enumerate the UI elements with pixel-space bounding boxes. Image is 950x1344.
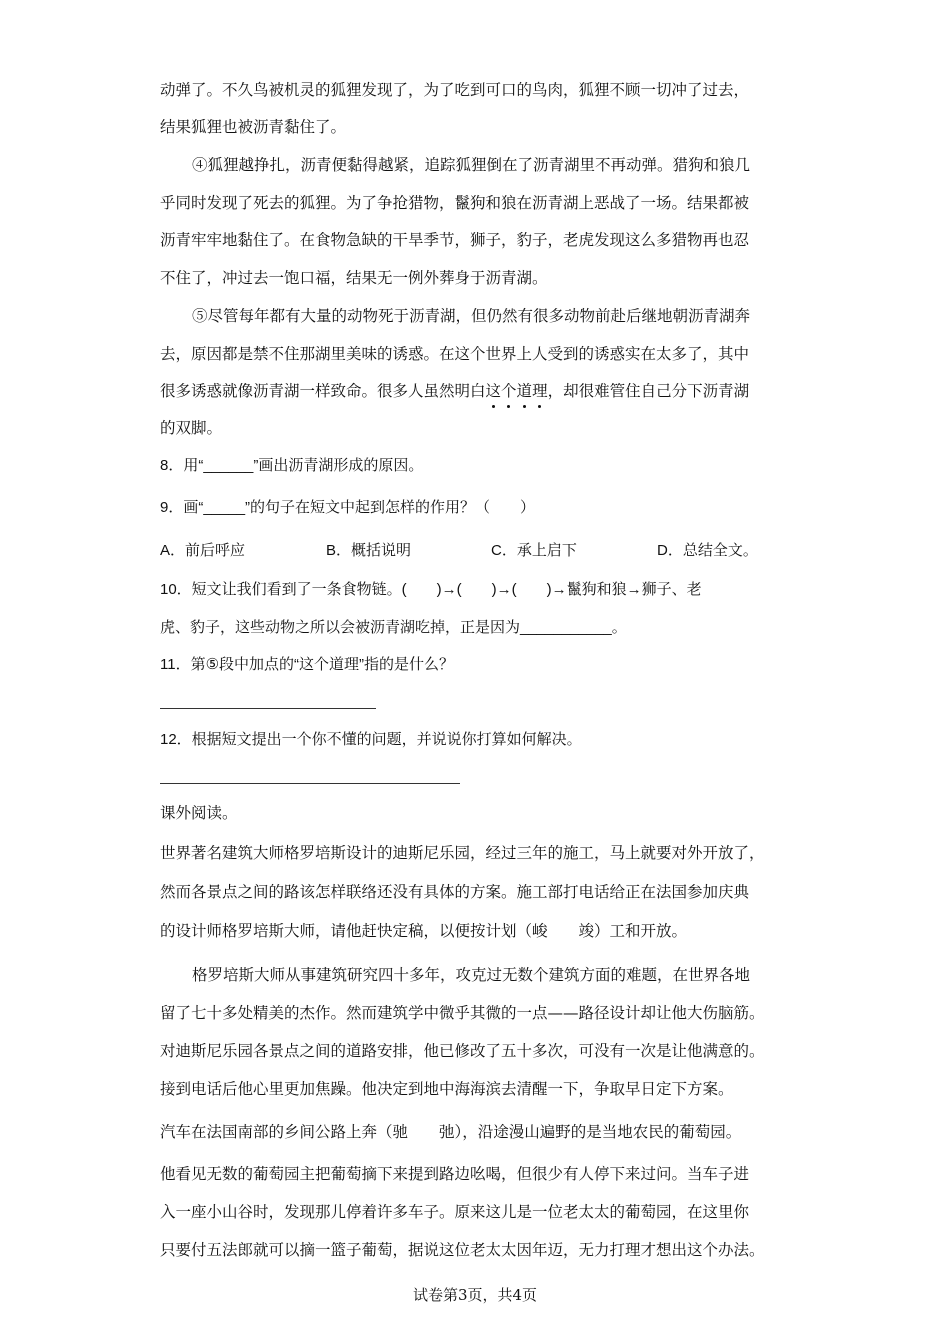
- passage2-line11: 只要付五法郎就可以摘一篮子葡萄，据说这位老太太因年迈，无力打理才想出这个办法。: [160, 1241, 765, 1259]
- option-b[interactable]: B．概括说明: [326, 542, 412, 559]
- passage2-line5: 留了七十多处精美的杰作。然而建筑学中微乎其微的一点——路径设计却让他大伤脑筋。: [160, 1004, 765, 1022]
- question-10-line1: 10．短文让我们看到了一条食物链。( )→( )→( )→鬣狗和狼→狮子、老: [160, 581, 702, 598]
- passage1-p5-line1: ⑤尽管每年都有大量的动物死于沥青湖，但仍然有很多动物前赴后继地朝沥青湖奔: [192, 307, 751, 325]
- question-12: 12．根据短文提出一个你不懂的问题，并说说你打算如何解决。: [160, 731, 582, 748]
- passage1-p4-line4: 不住了，冲过去一饱口福，结果无一例外葬身于沥青湖。: [160, 269, 548, 287]
- passage1-p3-line2: 结果狐狸也被沥青黏住了。: [160, 118, 347, 136]
- passage1-p5-line4: 的双脚。: [160, 419, 223, 437]
- passage1-p4-line3: 沥青牢牢地黏住了。在食物急缺的干旱季节，狮子，豹子，老虎发现这么多猎物再也忍: [160, 231, 750, 249]
- passage2-line6: 对迪斯尼乐园各景点之间的道路安排，他已修改了五十多次，可没有一次是让他满意的。: [160, 1042, 765, 1060]
- passage1-p5-line3: [160, 381, 749, 401]
- p5-line3-pre: 很多诱惑就像沥青湖一样致命。很多人虽然明白: [160, 382, 486, 400]
- option-a[interactable]: A．前后呼应: [160, 542, 246, 559]
- passage2-line9: 他看见无数的葡萄园主把葡萄摘下来提到路边吆喝，但很少有人停下来过问。当车子进: [160, 1165, 750, 1183]
- option-d[interactable]: D．总结全文。: [657, 542, 758, 559]
- dotted-char-1: 这: [485, 382, 502, 400]
- passage2-line4: 格罗培斯大师从事建筑研究四十多年，攻克过无数个建筑方面的难题，在世界各地: [192, 966, 751, 984]
- option-c[interactable]: C．承上启下: [491, 542, 577, 559]
- passage2-line7: 接到电话后他心里更加焦躁。他决定到地中海海滨去清醒一下，争取早日定下方案。: [160, 1080, 734, 1098]
- passage2-line3: 的设计师格罗培斯大师，请他赶快定稿，以便按计划（峻 竣）工和开放。: [160, 922, 688, 940]
- passage2-line10: 入一座小山谷时，发现那儿停着许多车子。原来这儿是一位老太太的葡萄园，在这里你: [160, 1203, 750, 1221]
- question-8: 8．用“______”画出沥青湖形成的原因。: [160, 457, 424, 474]
- dotted-char-2: 个: [501, 382, 517, 400]
- question-10-line2: 虎、豹子，这些动物之所以会被沥青湖吃掉，正是因为___________。: [160, 619, 627, 636]
- dotted-char-3: 道: [516, 382, 533, 400]
- page-footer: 试卷第3页，共4页: [412, 1286, 538, 1304]
- passage1-p5-line2: 去，原因都是禁不住那湖里美味的诱惑。在这个世界上人受到的诱惑实在太多了，其中: [160, 345, 750, 363]
- passage1-p4-line2: 乎同时发现了死去的狐狸。为了争抢猎物，鬣狗和狼在沥青湖上恶战了一场。结果都被: [160, 194, 750, 212]
- question-12-answer-line[interactable]: [160, 783, 460, 784]
- passage2-line8: 汽车在法国南部的乡间公路上奔（驰 弛），沿途漫山遍野的是当地农民的葡萄园。: [160, 1123, 742, 1141]
- passage1-p3-line1: 动弹了。不久鸟被机灵的狐狸发现了，为了吃到可口的鸟肉，狐狸不顾一切冲了过去，: [160, 81, 750, 99]
- question-11: 11．第⑤段中加点的“这个道理”指的是什么？: [160, 656, 455, 673]
- p5-line3-post: ，却很难管住自己分下沥青湖: [547, 382, 750, 400]
- question-11-answer-line[interactable]: [160, 708, 376, 709]
- passage1-p4-line1: ④狐狸越挣扎，沥青便黏得越紧，追踪狐狸倒在了沥青湖里不再动弹。猎狗和狼几: [192, 156, 751, 174]
- dotted-char-4: 理: [532, 382, 548, 400]
- passage2-line2: 然而各景点之间的路该怎样联络还没有具体的方案。施工部打电话给正在法国参加庆典: [160, 883, 750, 901]
- question-9: 9．画“_____”的句子在短文中起到怎样的作用？（ ）: [160, 499, 536, 516]
- question-9-options: [160, 541, 800, 561]
- passage2-line1: 世界著名建筑大师格罗培斯设计的迪斯尼乐园，经过三年的施工，马上就要对外开放了，: [160, 844, 765, 862]
- passage2-heading: 课外阅读。: [160, 804, 238, 822]
